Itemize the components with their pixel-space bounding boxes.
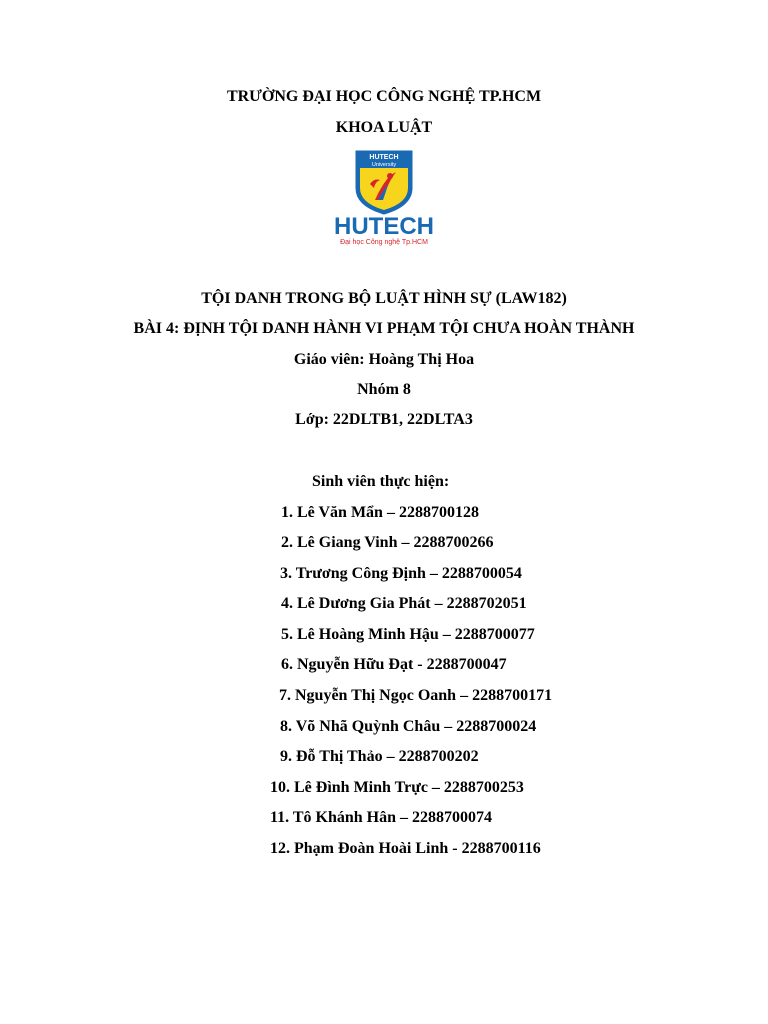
hutech-logo [330,148,438,248]
student-item: 11. Tô Khánh Hân – 2288700074 [270,809,492,826]
university-name: TRƯỜNG ĐẠI HỌC CÔNG NGHỆ TP.HCM [226,88,542,105]
student-item: 9. Đỗ Thị Thảo – 2288700202 [280,748,479,765]
logo-shield-subtitle: University [371,162,397,168]
faculty-name: KHOA LUẬT [335,119,433,136]
student-item: 3. Trương Công Định – 2288700054 [280,565,522,582]
class-codes: Lớp: 22DLTB1, 22DLTA3 [295,411,473,428]
course-title: TỘI DANH TRONG BỘ LUẬT HÌNH SỰ (LAW182) [201,290,567,307]
logo-wordmark: HUTECH [334,213,434,240]
student-item: 4. Lê Dương Gia Phát – 2288702051 [281,595,527,612]
assignment-title: BÀI 4: ĐỊNH TỘI DANH HÀNH VI PHẠM TỘI CHƯA HOÀN THÀNH [133,320,635,337]
student-item: 7. Nguyễn Thị Ngọc Oanh – 2288700171 [279,687,553,704]
logo-shield-title: HUTECH [369,154,399,161]
student-item: 6. Nguyễn Hữu Đạt - 2288700047 [281,656,507,673]
group-number: Nhóm 8 [357,381,411,398]
students-heading: Sinh viên thực hiện: [312,473,450,490]
student-item: 8. Võ Nhã Quỳnh Châu – 2288700024 [280,718,537,735]
student-item: 1. Lê Văn Mẩn – 2288700128 [281,504,479,521]
logo-tagline: Đại học Công nghệ Tp.HCM [340,239,428,246]
student-item: 2. Lê Giang Vinh – 2288700266 [281,534,494,551]
teacher-name: Giáo viên: Hoàng Thị Hoa [293,351,475,368]
student-item: 5. Lê Hoàng Minh Hậu – 2288700077 [281,626,535,643]
student-item: 12. Phạm Đoàn Hoài Linh - 2288700116 [270,840,541,857]
student-item: 10. Lê Đình Minh Trực – 2288700253 [270,779,524,796]
